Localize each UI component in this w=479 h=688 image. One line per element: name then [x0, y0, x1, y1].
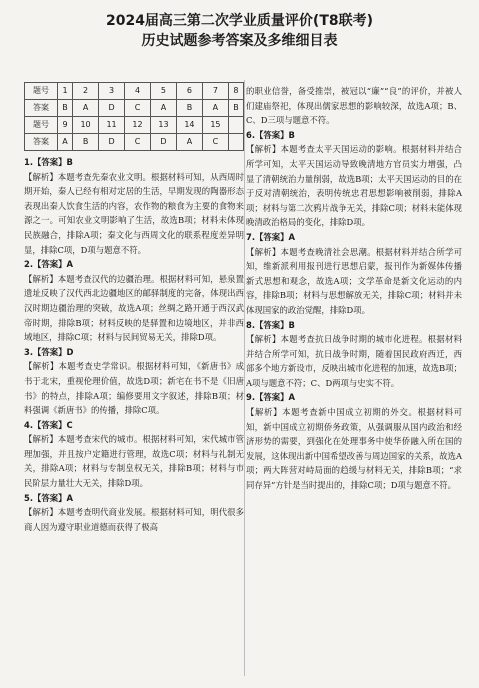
answer-table-cell: 6	[176, 83, 202, 100]
answer-table	[24, 82, 244, 151]
answer-table-cell: B	[73, 134, 99, 151]
answer-table-cell: 2	[73, 83, 99, 100]
answer-item	[24, 155, 244, 257]
answer-table-cell: A	[202, 100, 228, 117]
answer-table-cell: A	[73, 100, 99, 117]
answer-table-row	[25, 134, 244, 151]
answer-table-cell: 7	[202, 83, 228, 100]
answer-item	[24, 257, 244, 345]
answer-table-cell: C	[202, 134, 228, 151]
answer-label: 4.【答案】C	[24, 419, 73, 430]
answer-label: 3.【答案】D	[24, 346, 74, 357]
answer-table-cell: A	[58, 134, 73, 151]
analysis-text: 【解析】本题考查宋代的城市。根据材料可知，宋代城市管理加强，并且按户定籍进行管理，故选C项；材料与礼制无关，排除A项；材料与专制皇权无关，排除B项；材料与市民阶层力量壮大无关，排除D项。	[24, 434, 244, 489]
answer-table-cell	[228, 117, 243, 134]
analysis-text: 【解析】本题考查太平天国运动的影响。根据材料并结合所学可知，太平天国运动导致晚清地方官员实力增强，凸显了清朝统治力量削弱，故选B项；太平天国运动的目的在于反对清朝统治，表明传统忠君思想影响被削弱，排除A项；材料与第二次鸦片战争无关，排除C项；材料未能体现晚清政治格局的变化，排除D项。	[246, 144, 462, 228]
analysis-text: 【解析】本题考查抗日战争时期的城市化进程。根据材料并结合所学可知，抗日战争时期，随着国民政府西迁，西部多个地方新设市，反映出城市化进程的加速，故选B项；A项与题意不符；C、D两项与史实不符。	[246, 334, 462, 388]
answer-label: 1.【答案】B	[24, 157, 73, 167]
answer-table-cell: 9	[58, 117, 73, 134]
analysis-text: 【解析】本题考查汉代的边疆治理。根据材料可知，悬泉置遗址反映了汉代西北边疆地区的邮驿制度的完备，体现出西汉时期边疆治理的突破，故选A项；丝绸之路开通于西汉武帝时期，排除B项；材料反映的是驿置和边境地区，并非西域地区，排除C项；材料与民间贸易无关，排除D项。	[24, 273, 244, 343]
answer-table-cell: B	[58, 100, 73, 117]
answer-table-cell: C	[125, 100, 151, 117]
answer-table-cell: B	[228, 100, 243, 117]
left-column	[24, 82, 244, 534]
answer-item	[246, 84, 462, 128]
answer-table-cell: C	[125, 134, 151, 151]
answer-table-row	[25, 100, 244, 117]
answer-table-cell: A	[150, 100, 176, 117]
answer-table-cell: 14	[176, 117, 202, 134]
document-title: 2024届高三第二次学业质量评价(T8联考)	[105, 13, 374, 29]
analysis-text: 【解析】本题考查史学常识。根据材料可知，《新唐书》成书于北宋，重视伦理价值，故选D项；新宅在书不是《旧唐书》的特点，排除A项；编修要用文字叙述，排除B项；材料强调《新唐书》的传播，排除C项。	[24, 361, 244, 416]
answer-item	[246, 230, 462, 318]
answer-item	[246, 318, 462, 391]
analysis-text: 【解析】本题考查晚清社会思潮。根据材料并结合所学可知，维新派利用报刊进行思想启蒙，报刊作为新媒体传播新式思想和观念，故选A项；文学革命是新文化运动的内容，排除B项；材料与思想解放无关，排除C项；材料并未体现国家的政治觉醒，排除D项。	[246, 246, 462, 315]
answer-label: 8.【答案】B	[246, 319, 295, 330]
answer-item	[24, 345, 244, 418]
answer-table-cell: D	[99, 134, 125, 151]
right-items	[246, 84, 462, 493]
answer-table-cell: D	[150, 134, 176, 151]
analysis-text: 【解析】本题考查新中国成立初期的外交。根据材料可知，新中国成立初期侨务政策，从强调服从国内政治和经济形势的需要，到强化在处理事务中使华侨融入所在国的发展，这体现出新中国希望改善与周边国家的关系，故选A项；两大阵营对峙局面的趋缓与材料无关，排除B项；“求同存异”方针是当时提出的，排除C项；D项与题意不符。	[246, 407, 462, 491]
analysis-text: 【解析】本题考查先秦农业文明。根据材料可知，从西周时期开始，秦人已经有相对定居的生活，早期发现的陶器形态表现出秦人饮食生活的内容，农作物的粮食为主要的食物来源之一。可知农业文明影响了生活，故选B项；材料未体现民族融合，排除A项；秦文化与西周文化的联系程度差异明显，排除C项，D项与题意不符。	[24, 171, 244, 255]
answer-table-cell: 8	[228, 83, 243, 100]
document-subtitle: 历史试题参考答案及多维细目表	[141, 33, 338, 49]
column-divider	[244, 80, 245, 676]
answer-table-cell: 1	[58, 83, 73, 100]
answer-item	[24, 418, 244, 491]
answer-table-cell: D	[99, 100, 125, 117]
left-items	[24, 155, 244, 534]
answer-label: 6.【答案】B	[246, 129, 295, 140]
right-column	[246, 84, 462, 493]
answer-table-cell: 3	[99, 83, 125, 100]
answer-table-cell: 12	[125, 117, 151, 134]
answer-label: 7.【答案】A	[246, 231, 295, 242]
answer-table-cell: 5	[150, 83, 176, 100]
answer-label: 2.【答案】A	[24, 259, 73, 270]
answer-table-cell: A	[176, 134, 202, 151]
answer-table-cell: B	[176, 100, 202, 117]
answer-table-header-cell: 题号	[25, 117, 58, 134]
answer-table-cell: 10	[73, 117, 99, 134]
answer-table-cell	[228, 134, 243, 151]
answer-table-cell: 15	[202, 117, 228, 134]
answer-item	[24, 491, 244, 535]
answer-item	[246, 390, 462, 492]
answer-table-header-cell: 题号	[25, 83, 58, 100]
answer-table-row	[25, 117, 244, 134]
answer-table-header-cell: 答案	[25, 134, 58, 151]
analysis-text: 的职业信誉，备受推崇，被冠以“廉”“良”的评价，并被人们建庙祭祀，体现出儒家思想的影响较深，故选A项；B、C、D三项与题意不符。	[246, 86, 462, 126]
answer-label: 9.【答案】A	[246, 392, 295, 403]
answer-table-row	[25, 83, 244, 100]
answer-table-cell: 4	[125, 83, 151, 100]
answer-table-cell: 13	[150, 117, 176, 134]
answer-item	[246, 128, 462, 230]
answer-label: 5.【答案】A	[24, 492, 73, 503]
analysis-text: 【解析】本题考查明代商业发展。根据材料可知，明代很多商人因为遵守职业道德而获得了极高	[24, 507, 244, 532]
answer-table-header-cell: 答案	[25, 100, 58, 117]
answer-table-cell: 11	[99, 117, 125, 134]
